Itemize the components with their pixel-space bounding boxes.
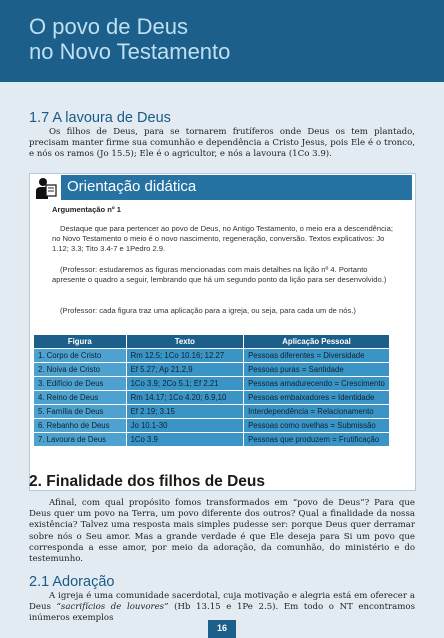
table-cell: Rm 14.17; 1Co 4.20; 6.9,10 xyxy=(126,391,244,405)
table-cell: Rm 12.5; 1Co 10.16; 12.27 xyxy=(126,349,244,363)
table-row xyxy=(34,419,390,433)
page-number-box xyxy=(208,620,236,638)
table-cell: 7. Lavoura de Deus xyxy=(34,433,127,447)
table-cell: Pessoas amadurecendo = Crescimento xyxy=(244,377,390,391)
table-cell: Pessoas diferentes = Diversidade xyxy=(244,349,390,363)
box-paragraph-1: Destaque que para pertencer ao povo de Deus, no Antigo Testamento, o meio era a descendência; no Novo Testamento o meio é o novo nascimento, regeneração, conversão. Textos explicativos: Jo 1.12; 3.3; Tito 3.4-7 e 1Pedro 2.9. xyxy=(52,224,393,254)
section-2-paragraph: Afinal, com qual propósito fomos transformados em “povo de Deus”? Para que Deus quer um povo na Terra, um povo diferente dos outros? Qual a finalidade da nossa existência? Talvez uma resposta mais simples pudesse ser: porque Deus quer derramar sobre nós o Seu amor. Mas a grande verdade é que Ele deseja para Si um povo que corresponda a esse amor, por meio da adoração, da comunhão, do ministério e do testemunho. xyxy=(29,498,415,565)
table-row xyxy=(34,405,390,419)
box-title: Orientação didática xyxy=(67,178,197,195)
table-cell: Jo 10.1-30 xyxy=(126,419,244,433)
table-cell: 1Co 3.9 xyxy=(126,433,244,447)
table-row xyxy=(34,349,390,363)
page-number: 16 xyxy=(216,623,227,633)
box-paragraph-3: (Professor: cada figura traz uma aplicação para a igreja, ou seja, para cada um de nós.) xyxy=(60,306,356,315)
table-cell: Ef 2.19; 3.15 xyxy=(126,405,244,419)
table-row xyxy=(34,391,390,405)
table-cell: Interdependência = Relacionamento xyxy=(244,405,390,419)
table-cell: Ef 5.27; Ap 21.2,9 xyxy=(126,363,244,377)
table-cell: 3. Edifício de Deus xyxy=(34,377,127,391)
box-paragraph-2: (Professor: estudaremos as figuras mencionadas com mais detalhes na lição nº 4. Portanto apresente o quadro a seguir, lembrando que há um segundo ponto da lição para ser desenvolvido.) xyxy=(52,265,387,285)
table-row xyxy=(34,433,390,447)
chapter-title-line-1: O povo de Deus xyxy=(29,14,188,39)
table-cell: 1. Corpo de Cristo xyxy=(34,349,127,363)
table-cell: 2. Noiva de Cristo xyxy=(34,363,127,377)
table-header-texto: Texto xyxy=(126,335,244,349)
didactic-guidance-box xyxy=(29,173,416,491)
section-2-1-text-start: A igreja é uma comunidade sacerdotal, cuja motivação e alegria está em oferecer a Deus xyxy=(29,591,415,613)
chapter-header xyxy=(0,0,444,82)
table-cell: Pessoas como ovelhas = Submissão xyxy=(244,419,390,433)
section-heading-2: 2. Finalidade dos filhos de Deus xyxy=(29,473,265,490)
section-heading-1-7: 1.7 A lavoura de Deus xyxy=(29,110,171,126)
table-header-row xyxy=(34,335,390,349)
chapter-title xyxy=(29,14,230,64)
section-2-1-quote: “sacrifícios de louvores” xyxy=(56,602,169,613)
box-subtitle: Argumentação nº 1 xyxy=(52,205,122,214)
table-header-figura: Figura xyxy=(34,335,127,349)
table-cell: 6. Rebanho de Deus xyxy=(34,419,127,433)
table-cell: 4. Reino de Deus xyxy=(34,391,127,405)
section-1-7-paragraph: Os filhos de Deus, para se tornarem frutíferos onde Deus os tem plantado, precisam manter firme sua comunhão e dependência a Cristo Jesus, pois Ele é o tronco, e nós os ramos (Jo 15.5); Ele é o agricultor, e nós a lavoura (1Co 3.9). xyxy=(29,127,415,160)
teacher-icon xyxy=(33,176,57,200)
section-heading-2-1: 2.1 Adoração xyxy=(29,574,115,590)
box-title-bar xyxy=(61,175,412,200)
table-cell: Pessoas que produzem = Frutificação xyxy=(244,433,390,447)
section-2-1-text-end: (Hb 13.15 e 1Pe 2.5). Em todo o NT encontramos inúmeros exemplos xyxy=(29,602,415,624)
table-row xyxy=(34,363,390,377)
figures-table xyxy=(33,334,390,447)
chapter-title-line-2: no Novo Testamento xyxy=(29,39,231,64)
table-cell: Pessoas puras = Santidade xyxy=(244,363,390,377)
table-cell: 5. Família de Deus xyxy=(34,405,127,419)
table-cell: 1Co 3.9; 2Co 5.1; Ef 2.21 xyxy=(126,377,244,391)
page-body xyxy=(0,82,444,638)
table-header-aplicacao: Aplicação Pessoal xyxy=(244,335,390,349)
table-cell: Pessoas embaixadores = Identidade xyxy=(244,391,390,405)
table-row xyxy=(34,377,390,391)
